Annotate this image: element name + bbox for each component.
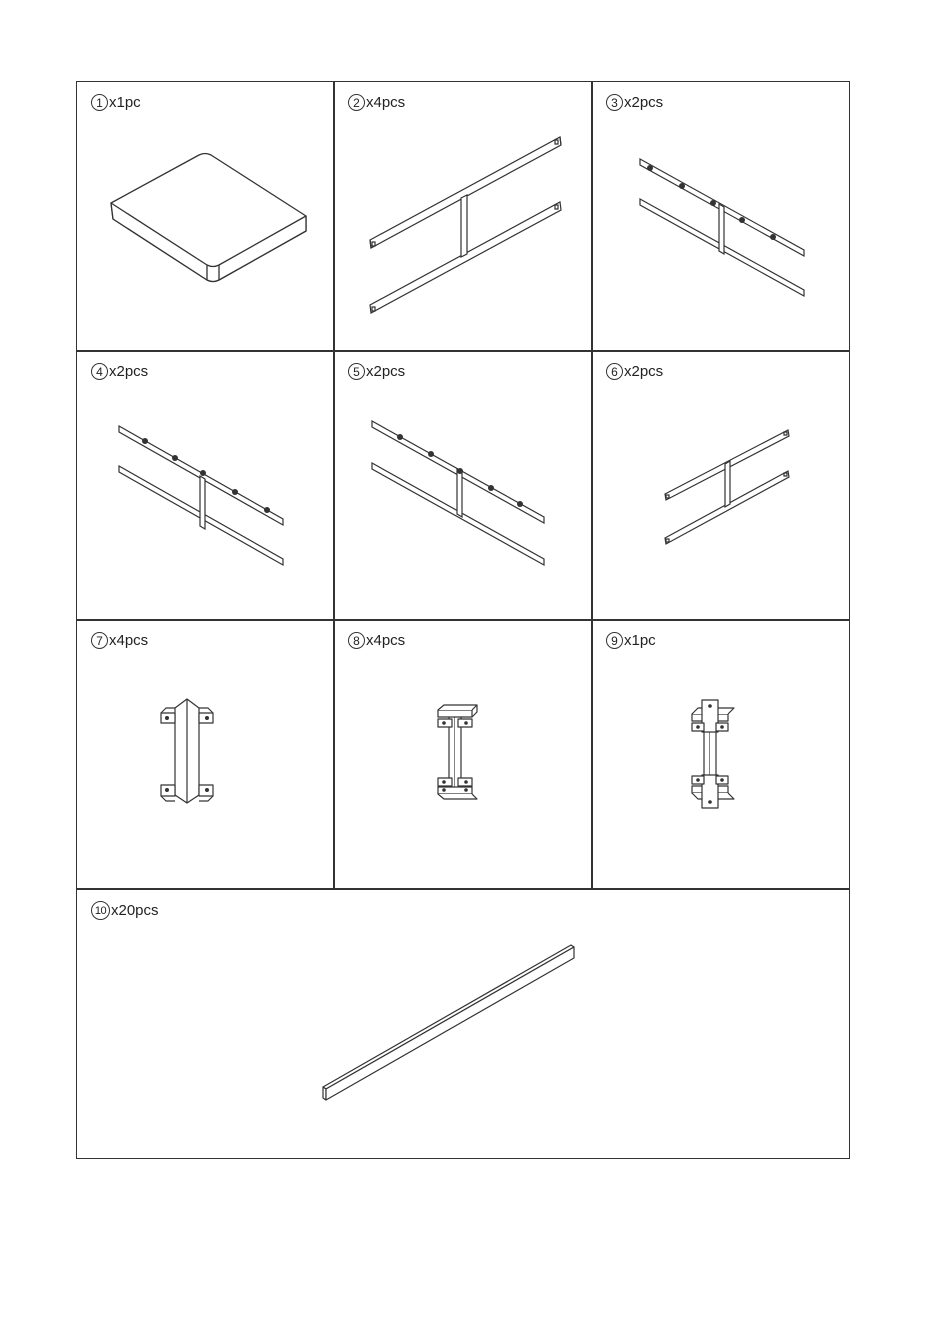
- part-number: 3: [606, 94, 623, 111]
- long-slat-icon: [77, 889, 850, 1159]
- corner-post-icon: [77, 620, 334, 889]
- part-quantity: x20pcs: [111, 902, 159, 919]
- part-number: 10: [91, 901, 110, 920]
- part-quantity: x2pcs: [109, 363, 149, 380]
- h-frame-with-brackets-icon: [592, 82, 850, 351]
- part-number: 6: [606, 363, 623, 380]
- part-cell-10: [77, 889, 850, 1159]
- part-quantity: x2pcs: [624, 94, 664, 111]
- h-frame-with-brackets-icon: [334, 351, 592, 620]
- part-cell-3: [592, 82, 850, 351]
- part-quantity: x2pcs: [366, 363, 406, 380]
- part-quantity: x1pc: [109, 94, 141, 111]
- part-number: 4: [91, 363, 108, 380]
- h-frame-short-icon: [592, 351, 850, 620]
- parts-list-sheet: [76, 81, 850, 1159]
- h-frame-with-brackets-icon: [77, 351, 334, 620]
- part-cell-2: [334, 82, 592, 351]
- part-cell-9: [592, 620, 850, 889]
- part-quantity: x1pc: [624, 632, 656, 649]
- part-number: 5: [348, 363, 365, 380]
- t-connector-post-icon: [334, 620, 592, 889]
- part-number: 8: [348, 632, 365, 649]
- part-cell-8: [334, 620, 592, 889]
- part-number: 1: [91, 94, 108, 111]
- part-cell-5: [334, 351, 592, 620]
- part-cell-1: [77, 82, 334, 351]
- part-cell-4: [77, 351, 334, 620]
- part-number: 2: [348, 94, 365, 111]
- part-cell-7: [77, 620, 334, 889]
- box-panel-icon: [77, 82, 334, 351]
- part-quantity: x4pcs: [366, 632, 406, 649]
- part-number: 9: [606, 632, 623, 649]
- part-quantity: x4pcs: [109, 632, 149, 649]
- cross-connector-post-icon: [592, 620, 850, 889]
- part-cell-6: [592, 351, 850, 620]
- part-quantity: x4pcs: [366, 94, 406, 111]
- part-quantity: x2pcs: [624, 363, 664, 380]
- h-frame-long-icon: [334, 82, 592, 351]
- part-number: 7: [91, 632, 108, 649]
